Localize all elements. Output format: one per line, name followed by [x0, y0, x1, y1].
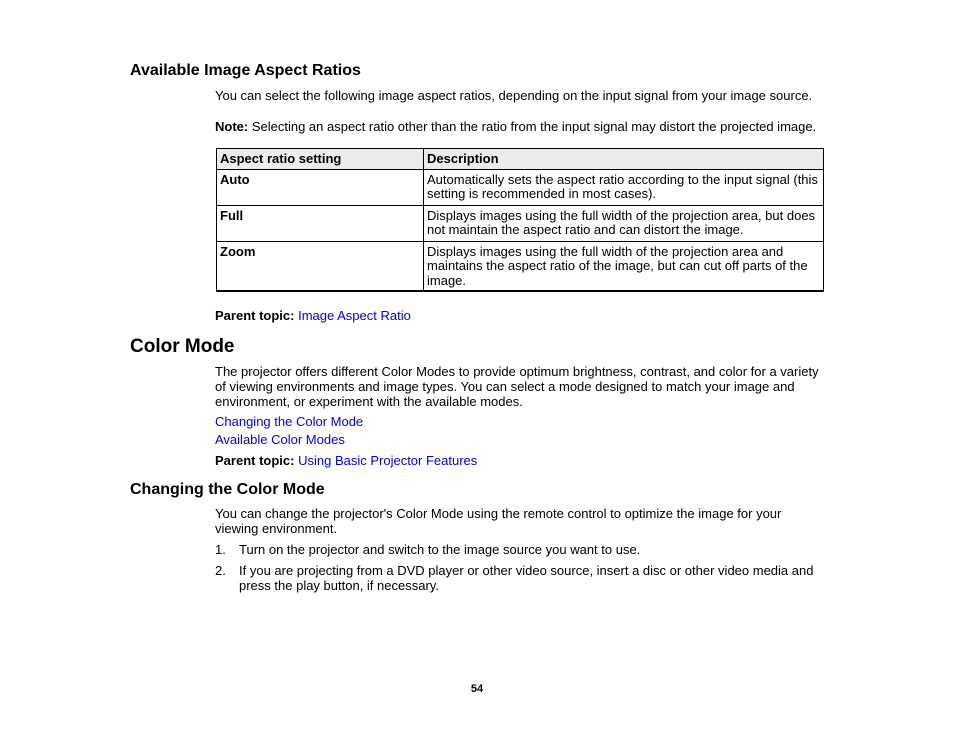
table-cell-setting: Auto	[217, 169, 424, 205]
table-row	[217, 205, 824, 241]
parent-topic-line	[215, 308, 827, 323]
step-number: 2.	[215, 563, 226, 578]
table-cell-description: Displays images using the full width of the projection area, but does not maintain the aspect ratio and can distort the image.	[424, 205, 824, 241]
changing-intro-paragraph: You can change the projector's Color Mode using the remote control to optimize the image for your viewing environment.	[215, 506, 782, 536]
table-header-setting: Aspect ratio setting	[217, 149, 424, 170]
step-text: Turn on the projector and switch to the image source you want to use.	[239, 542, 641, 557]
section-heading-aspect-ratios: Available Image Aspect Ratios	[130, 62, 361, 79]
link-paragraph	[215, 432, 827, 447]
table-row	[217, 241, 824, 291]
table-cell-description: Automatically sets the aspect ratio according to the input signal (this setting is recommended in most cases).	[424, 169, 824, 205]
table-row	[217, 169, 824, 205]
parent-topic-line	[215, 453, 827, 468]
table-header-row	[217, 149, 824, 170]
aspect-intro-paragraph: You can select the following image aspect ratios, depending on the input signal from your image source.	[215, 88, 813, 103]
parent-topic-link-image-aspect-ratio[interactable]: Image Aspect Ratio	[298, 308, 411, 323]
parent-topic-label: Parent topic:	[215, 308, 295, 323]
link-paragraph	[215, 414, 827, 429]
table-header-description: Description	[424, 149, 824, 170]
color-mode-intro-paragraph: The projector offers different Color Modes to provide optimum brightness, contrast, and color for a variety of viewing environments and image types. You can select a mode designed to match your image and environment, or experiment with the available modes.	[215, 364, 819, 409]
section-heading-color-mode: Color Mode	[130, 336, 235, 357]
note-paragraph	[215, 119, 827, 134]
table-cell-description: Displays images using the full width of the projection area and maintains the aspect ratio of the image, but can cut off parts of the image.	[424, 241, 824, 291]
table-cell-setting: Zoom	[217, 241, 424, 291]
note-label: Note:	[215, 119, 249, 134]
section-heading-changing-color-mode: Changing the Color Mode	[130, 481, 325, 498]
link-available-color-modes[interactable]: Available Color Modes	[215, 432, 345, 447]
parent-topic-link-basic-features[interactable]: Using Basic Projector Features	[298, 453, 478, 468]
link-changing-color-mode[interactable]: Changing the Color Mode	[215, 414, 364, 429]
parent-topic-label: Parent topic:	[215, 453, 295, 468]
aspect-ratio-table	[216, 148, 824, 292]
step-text: If you are projecting from a DVD player or other video source, insert a disc or other video media and press the play button, if necessary.	[239, 563, 814, 593]
note-text: Selecting an aspect ratio other than the ratio from the input signal may distort the projected image.	[248, 119, 817, 134]
page-number: 54	[470, 683, 484, 695]
table-cell-setting: Full	[217, 205, 424, 241]
step-number: 1.	[215, 542, 226, 557]
